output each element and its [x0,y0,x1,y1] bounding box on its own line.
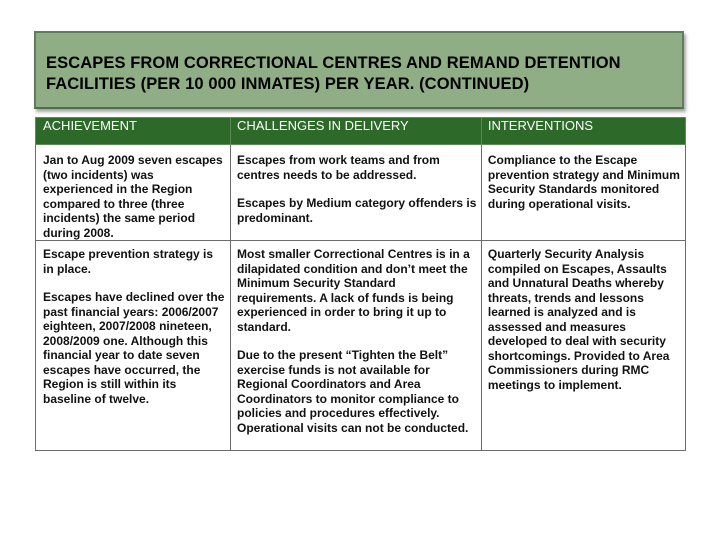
challenge-text: Most smaller Correctional Centres is in a dilapidated condition and don’t meet the Minimum Security Standard requirements. A lack of funds is being experienced in order to bring it up to standard. [237,247,470,334]
table-row [36,145,686,241]
achievement-cell [36,241,231,451]
title-line-2: FACILITIES (PER 10 000 INMATES) PER YEAR. (CONTINUED) [46,75,530,93]
challenge-text: Escapes from work teams and from centres needs to be addressed. [237,153,440,182]
interventions-cell [481,145,685,241]
interventions-cell [481,241,685,451]
achievement-text: Jan to Aug 2009 seven escapes (two incidents) was experienced in the Region compared to three (three incidents) the same period during 2008. [43,153,223,240]
achievement-text: Escape prevention strategy is in place. [43,247,214,276]
header-achievement: ACHIEVEMENT [36,118,231,145]
escapes-table [35,117,686,451]
table-header-row [36,118,686,145]
header-challenges: CHALLENGES IN DELIVERY [231,118,482,145]
title-box [34,31,684,109]
table-row [36,241,686,451]
achievement-text: Escapes have declined over the past financial years: 2006/2007 eighteen, 2007/2008 nineteen, 2008/2009 one. Although this financial year to date seven escapes have occurred, the Region is still within its baseline of twelve. [43,290,225,406]
slide-title [46,53,674,95]
challenges-cell [231,241,482,451]
title-line-1: ESCAPES FROM CORRECTIONAL CENTRES AND REMAND DETENTION [46,54,621,72]
challenge-text: Escapes by Medium category offenders is predominant. [237,196,477,225]
header-interventions: INTERVENTIONS [481,118,685,145]
achievement-cell [36,145,231,241]
challenge-text: Due to the present “Tighten the Belt” exercise funds is not available for Regional Coordinators and Area Coordinators to monitor compliance to policies and procedures effectively. Operational visits can not be conducted. [237,348,469,435]
intervention-text: Quarterly Security Analysis compiled on Escapes, Assaults and Unnatural Deaths whereby threats, trends and lessons learned is analyzed and is assessed and measures developed to deal with security shortcomings. Provided to Area Commissioners during RMC meetings to implement. [487,247,670,392]
intervention-text: Compliance to the Escape prevention strategy and Minimum Security Standards monitored during operational visits. [487,153,680,211]
challenges-cell [231,145,482,241]
